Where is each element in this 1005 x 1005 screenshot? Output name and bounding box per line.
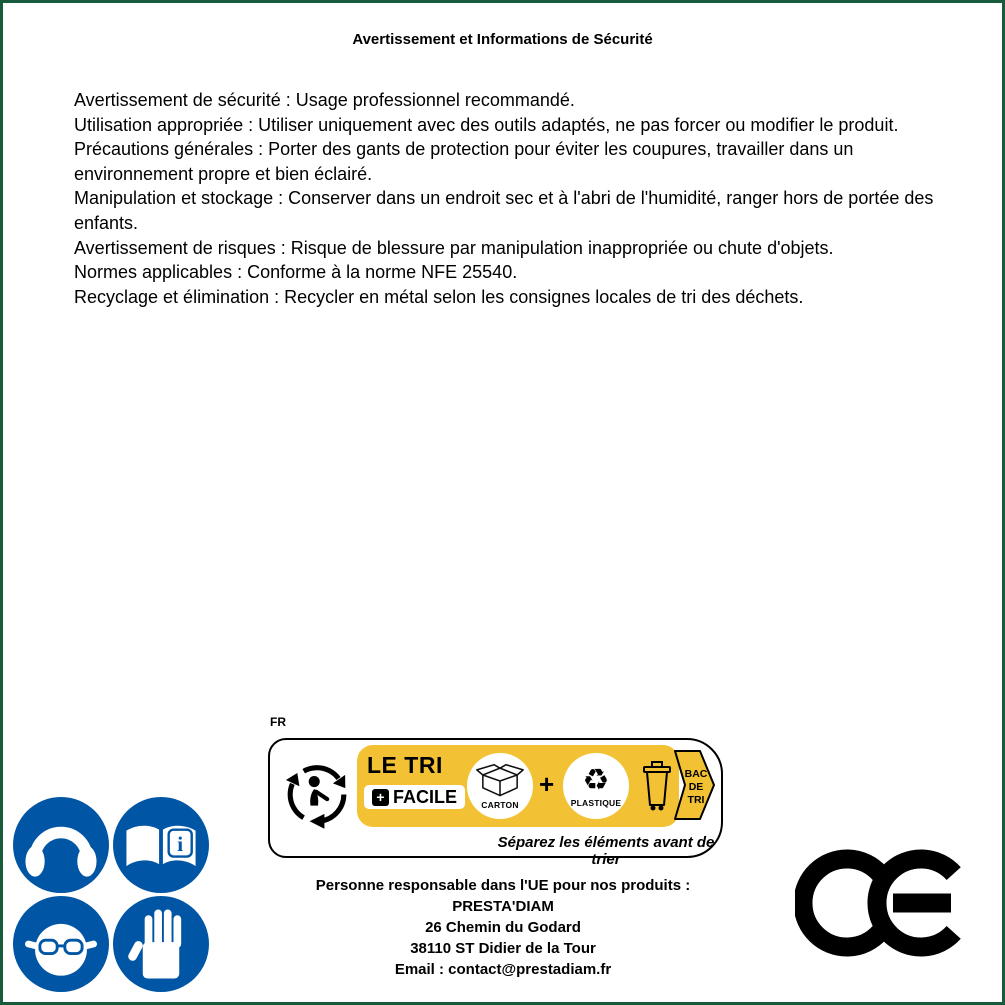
facile-pill bbox=[364, 785, 465, 809]
warning-line-3: Manipulation et stockage : Conserver dans un endroit sec et à l'abri de l'humidité, ranger hors de portée des enfants. bbox=[74, 188, 934, 233]
responsible-line-3: 38110 ST Didier de la Tour bbox=[410, 940, 596, 957]
tri-band bbox=[357, 745, 679, 827]
responsible-block bbox=[243, 875, 763, 980]
eye-protection-icon bbox=[13, 896, 109, 992]
mandatory-signs bbox=[13, 797, 219, 993]
warning-line-1: Utilisation appropriée : Utiliser uniquement avec des outils adaptés, ne pas forcer ou modifier le produit. bbox=[74, 114, 899, 135]
responsible-line-4: Email : contact@prestadiam.fr bbox=[394, 961, 612, 978]
triman-icon bbox=[280, 746, 354, 830]
de-label: DE bbox=[688, 781, 704, 793]
bac-de-tri-chevron bbox=[674, 749, 716, 821]
plastique-label: PLASTIQUE bbox=[570, 797, 622, 808]
plus-icon: + bbox=[372, 789, 389, 806]
carton-icon bbox=[476, 763, 524, 799]
warning-line-5: Normes applicables : Conforme à la norme NFE 25540. bbox=[74, 262, 518, 283]
responsible-line-2: 26 Chemin du Godard bbox=[425, 919, 581, 936]
tri-label: TRI bbox=[687, 794, 705, 806]
read-manual-icon bbox=[113, 797, 209, 893]
ear-protection-icon bbox=[13, 797, 109, 893]
carton-label: CARTON bbox=[481, 799, 519, 810]
warning-line-2: Précautions générales : Porter des gants de protection pour éviter les coupures, travailler dans un environnement propre et bien éclairé. bbox=[74, 139, 854, 184]
protective-gloves-icon bbox=[113, 896, 209, 992]
country-code-label: FR bbox=[270, 715, 286, 729]
bac-label: BAC bbox=[684, 768, 708, 780]
ce-marking-icon bbox=[795, 848, 975, 958]
separez-note: Séparez les éléments avant de trier bbox=[497, 834, 715, 868]
carton-badge bbox=[467, 753, 533, 819]
warnings-block bbox=[74, 88, 952, 309]
page-title: Avertissement et Informations de Sécurité bbox=[352, 31, 653, 48]
plus-separator: + bbox=[539, 769, 555, 799]
warning-line-6: Recyclage et élimination : Recycler en métal selon les consignes locales de tri des déchets. bbox=[74, 286, 804, 307]
plastique-badge bbox=[563, 753, 629, 819]
responsible-line-1: PRESTA'DIAM bbox=[452, 898, 554, 915]
plastic-recycling-icon: ♻ bbox=[582, 762, 610, 798]
bin-icon bbox=[642, 759, 672, 811]
facile-label: FACILE bbox=[393, 787, 458, 807]
le-tri-label: LE TRI bbox=[367, 752, 443, 778]
responsible-line-0: Personne responsable dans l'UE pour nos produits : bbox=[315, 877, 691, 894]
warning-line-4: Avertissement de risques : Risque de blessure par manipulation inappropriée ou chute d'objets. bbox=[74, 237, 834, 258]
warning-line-0: Avertissement de sécurité : Usage professionnel recommandé. bbox=[74, 90, 575, 110]
info-tri-logo bbox=[268, 738, 723, 868]
info-glyph: i bbox=[177, 831, 184, 856]
